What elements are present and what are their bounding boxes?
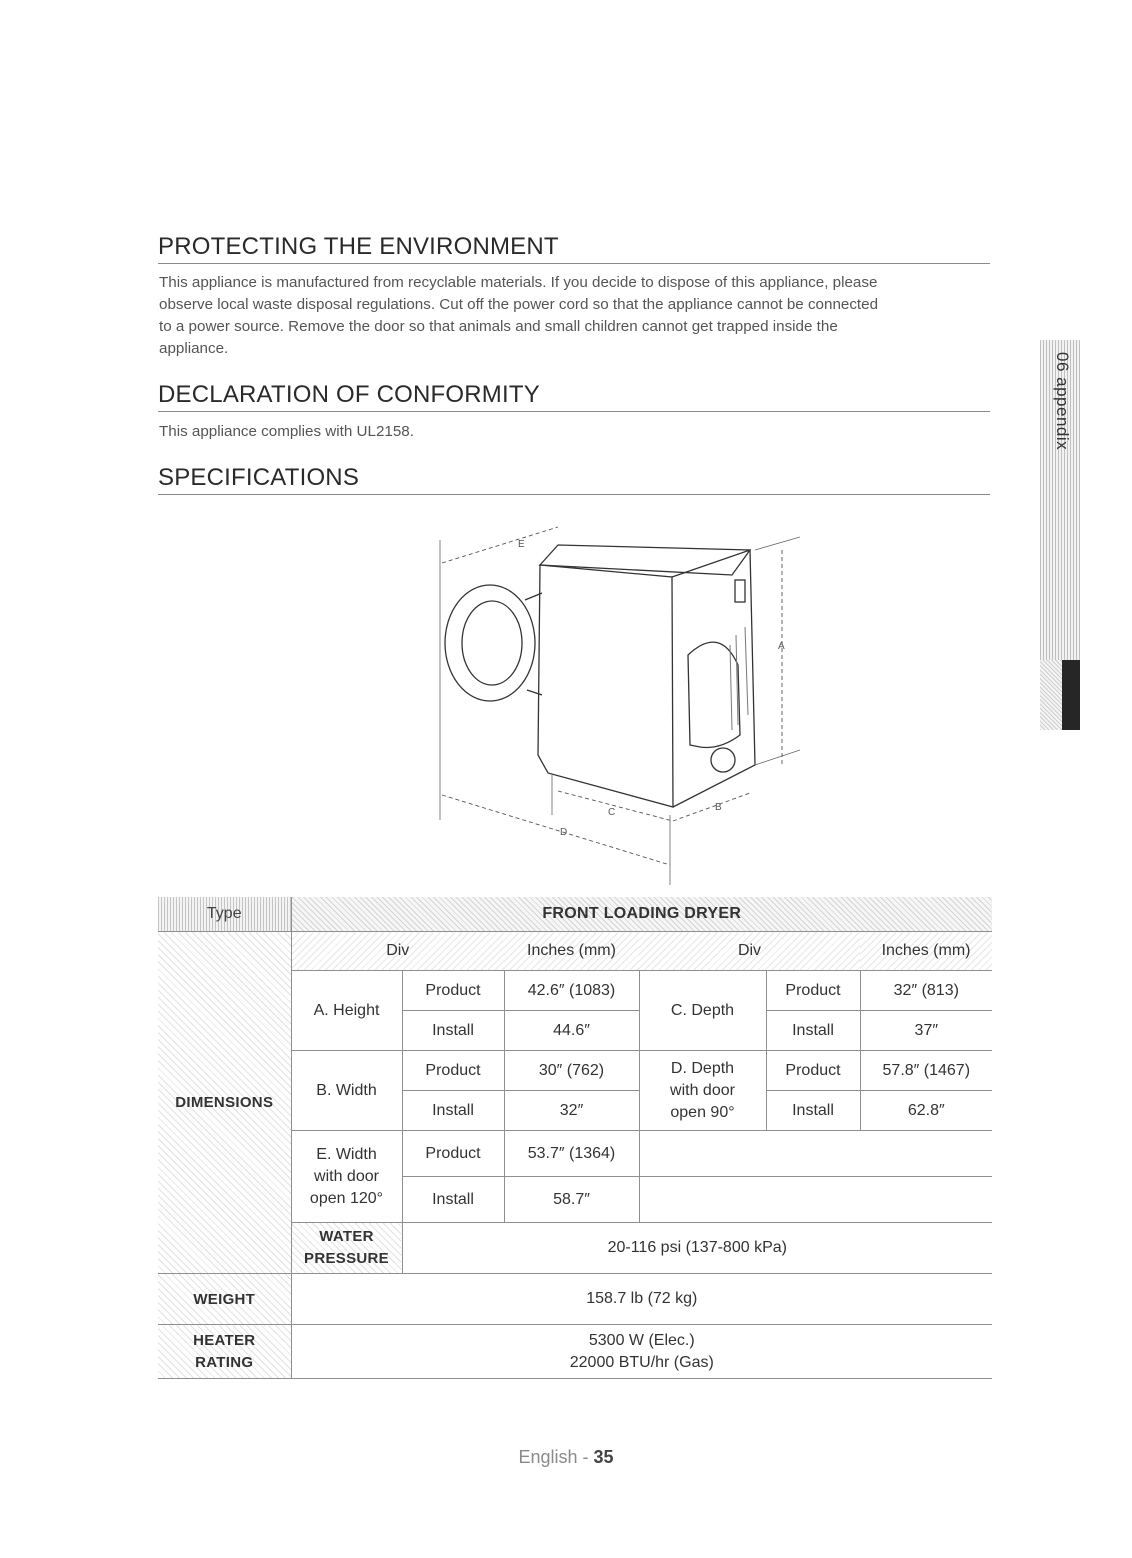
environment-line-3: to a power source. Remove the door so that animals and small children cannot get trapped inside the (159, 318, 838, 335)
height-install-value: 44.6″ (504, 1011, 639, 1051)
heater-rating-label-line-1: HEATER (193, 1331, 256, 1349)
weight-value: 158.7 lb (72 kg) (291, 1274, 992, 1325)
units-header-left: Inches (mm) (504, 932, 639, 971)
dimension-line-e (442, 527, 558, 563)
width-label: B. Width (291, 1051, 402, 1131)
depth-label: C. Depth (639, 971, 766, 1051)
depth-door-label-line-1: D. Depth (670, 1059, 735, 1077)
width-door-install-label: Install (402, 1177, 504, 1223)
heater-rating-label-line-2: RATING (195, 1353, 254, 1371)
side-tab-label: 06 appendix (1053, 352, 1072, 451)
door-inner (462, 601, 522, 685)
dimension-line-c (558, 791, 673, 821)
dryer-dimension-diagram (420, 515, 820, 885)
empty-cell (639, 1177, 992, 1223)
height-install-label: Install (402, 1011, 504, 1051)
depth-door-install-value: 62.8″ (860, 1091, 992, 1131)
specifications-table (158, 897, 992, 1379)
dimension-line-b (673, 793, 750, 821)
water-pressure-value: 20-116 psi (137-800 kPa) (402, 1223, 992, 1274)
width-door-label (291, 1131, 402, 1223)
width-door-product-label: Product (402, 1131, 504, 1177)
side-tab-bottom-pattern (1040, 660, 1062, 730)
depth-install-label: Install (766, 1011, 860, 1051)
heater-rating-value-line-2: 22000 BTU/hr (Gas) (569, 1353, 714, 1371)
heater-rating-value (291, 1325, 992, 1379)
width-product-value: 30″ (762) (504, 1051, 639, 1091)
table-row (158, 1274, 992, 1325)
table-header-row (158, 897, 992, 932)
width-door-label-line-1: E. Width (316, 1145, 377, 1163)
environment-line-2: observe local waste disposal regulations. Cut off the power cord so that the appliance cannot be connected (159, 296, 879, 313)
depth-door-product-value: 57.8″ (1467) (860, 1051, 992, 1091)
width-install-value: 32″ (504, 1091, 639, 1131)
height-product-label: Product (402, 971, 504, 1011)
width-install-label: Install (402, 1091, 504, 1131)
dimension-label-d: D (560, 827, 568, 838)
dimension-label-e: E (518, 539, 525, 550)
dimension-line-d (442, 795, 670, 865)
height-product-value: 42.6″ (1083) (504, 971, 639, 1011)
water-pressure-label (291, 1223, 402, 1274)
page-number: 35 (593, 1447, 614, 1467)
depth-door-product-label: Product (766, 1051, 860, 1091)
depth-door-label-line-3: open 90° (670, 1103, 735, 1121)
dryer-front-panel (538, 565, 673, 807)
depth-product-label: Product (766, 971, 860, 1011)
control-knob (711, 748, 735, 772)
control-box (735, 580, 745, 602)
weight-label: WEIGHT (158, 1274, 291, 1325)
height-label: A. Height (291, 971, 402, 1051)
environment-line-1: This appliance is manufactured from recyclable materials. If you decide to dispose of this appliance, please (159, 274, 878, 291)
table-row (158, 1325, 992, 1379)
dryer-side-panel (672, 550, 755, 807)
heading-protecting-environment: PROTECTING THE ENVIRONMENT (158, 233, 990, 264)
depth-door-label-line-2: with door (670, 1081, 735, 1099)
depth-install-value: 37″ (860, 1011, 992, 1051)
type-header: Type (158, 897, 291, 932)
div-header-right: Div (639, 932, 860, 971)
water-pressure-label-line-1: WATER (319, 1228, 374, 1245)
chapter-side-tab (1040, 340, 1080, 730)
footer-language: English - (518, 1447, 594, 1467)
width-door-product-value: 53.7″ (1364) (504, 1131, 639, 1177)
depth-product-value: 32″ (813) (860, 971, 992, 1011)
side-vent (688, 642, 740, 747)
units-header-right: Inches (mm) (860, 932, 992, 971)
width-door-label-line-2: with door (314, 1167, 379, 1185)
width-door-label-line-3: open 120° (309, 1189, 384, 1207)
width-door-install-value: 58.7″ (504, 1177, 639, 1223)
table-subheader-row (158, 932, 992, 971)
heading-declaration-conformity: DECLARATION OF CONFORMITY (158, 381, 990, 412)
heater-rating-value-line-1: 5300 W (Elec.) (588, 1331, 695, 1349)
empty-cell (639, 1131, 992, 1177)
width-product-label: Product (402, 1051, 504, 1091)
environment-paragraph (159, 272, 995, 360)
water-pressure-label-line-2: PRESSURE (304, 1250, 389, 1267)
dimension-label-b: B (715, 802, 722, 813)
div-header-left: Div (291, 932, 504, 971)
product-name-header: FRONT LOADING DRYER (291, 897, 992, 932)
conformity-text: This appliance complies with UL2158. (159, 423, 414, 440)
heater-rating-label (158, 1325, 291, 1379)
depth-door-label (639, 1051, 766, 1131)
dimensions-label: DIMENSIONS (158, 932, 291, 1274)
side-tab-bottom-marker (1062, 660, 1080, 730)
page-footer (0, 1447, 1132, 1468)
dryer-top-panel (540, 545, 750, 575)
heading-specifications: SPECIFICATIONS (158, 464, 990, 495)
dimension-label-a: A (778, 641, 785, 652)
depth-door-install-label: Install (766, 1091, 860, 1131)
dimension-label-c: C (608, 807, 616, 818)
environment-line-4: appliance. (159, 340, 229, 357)
